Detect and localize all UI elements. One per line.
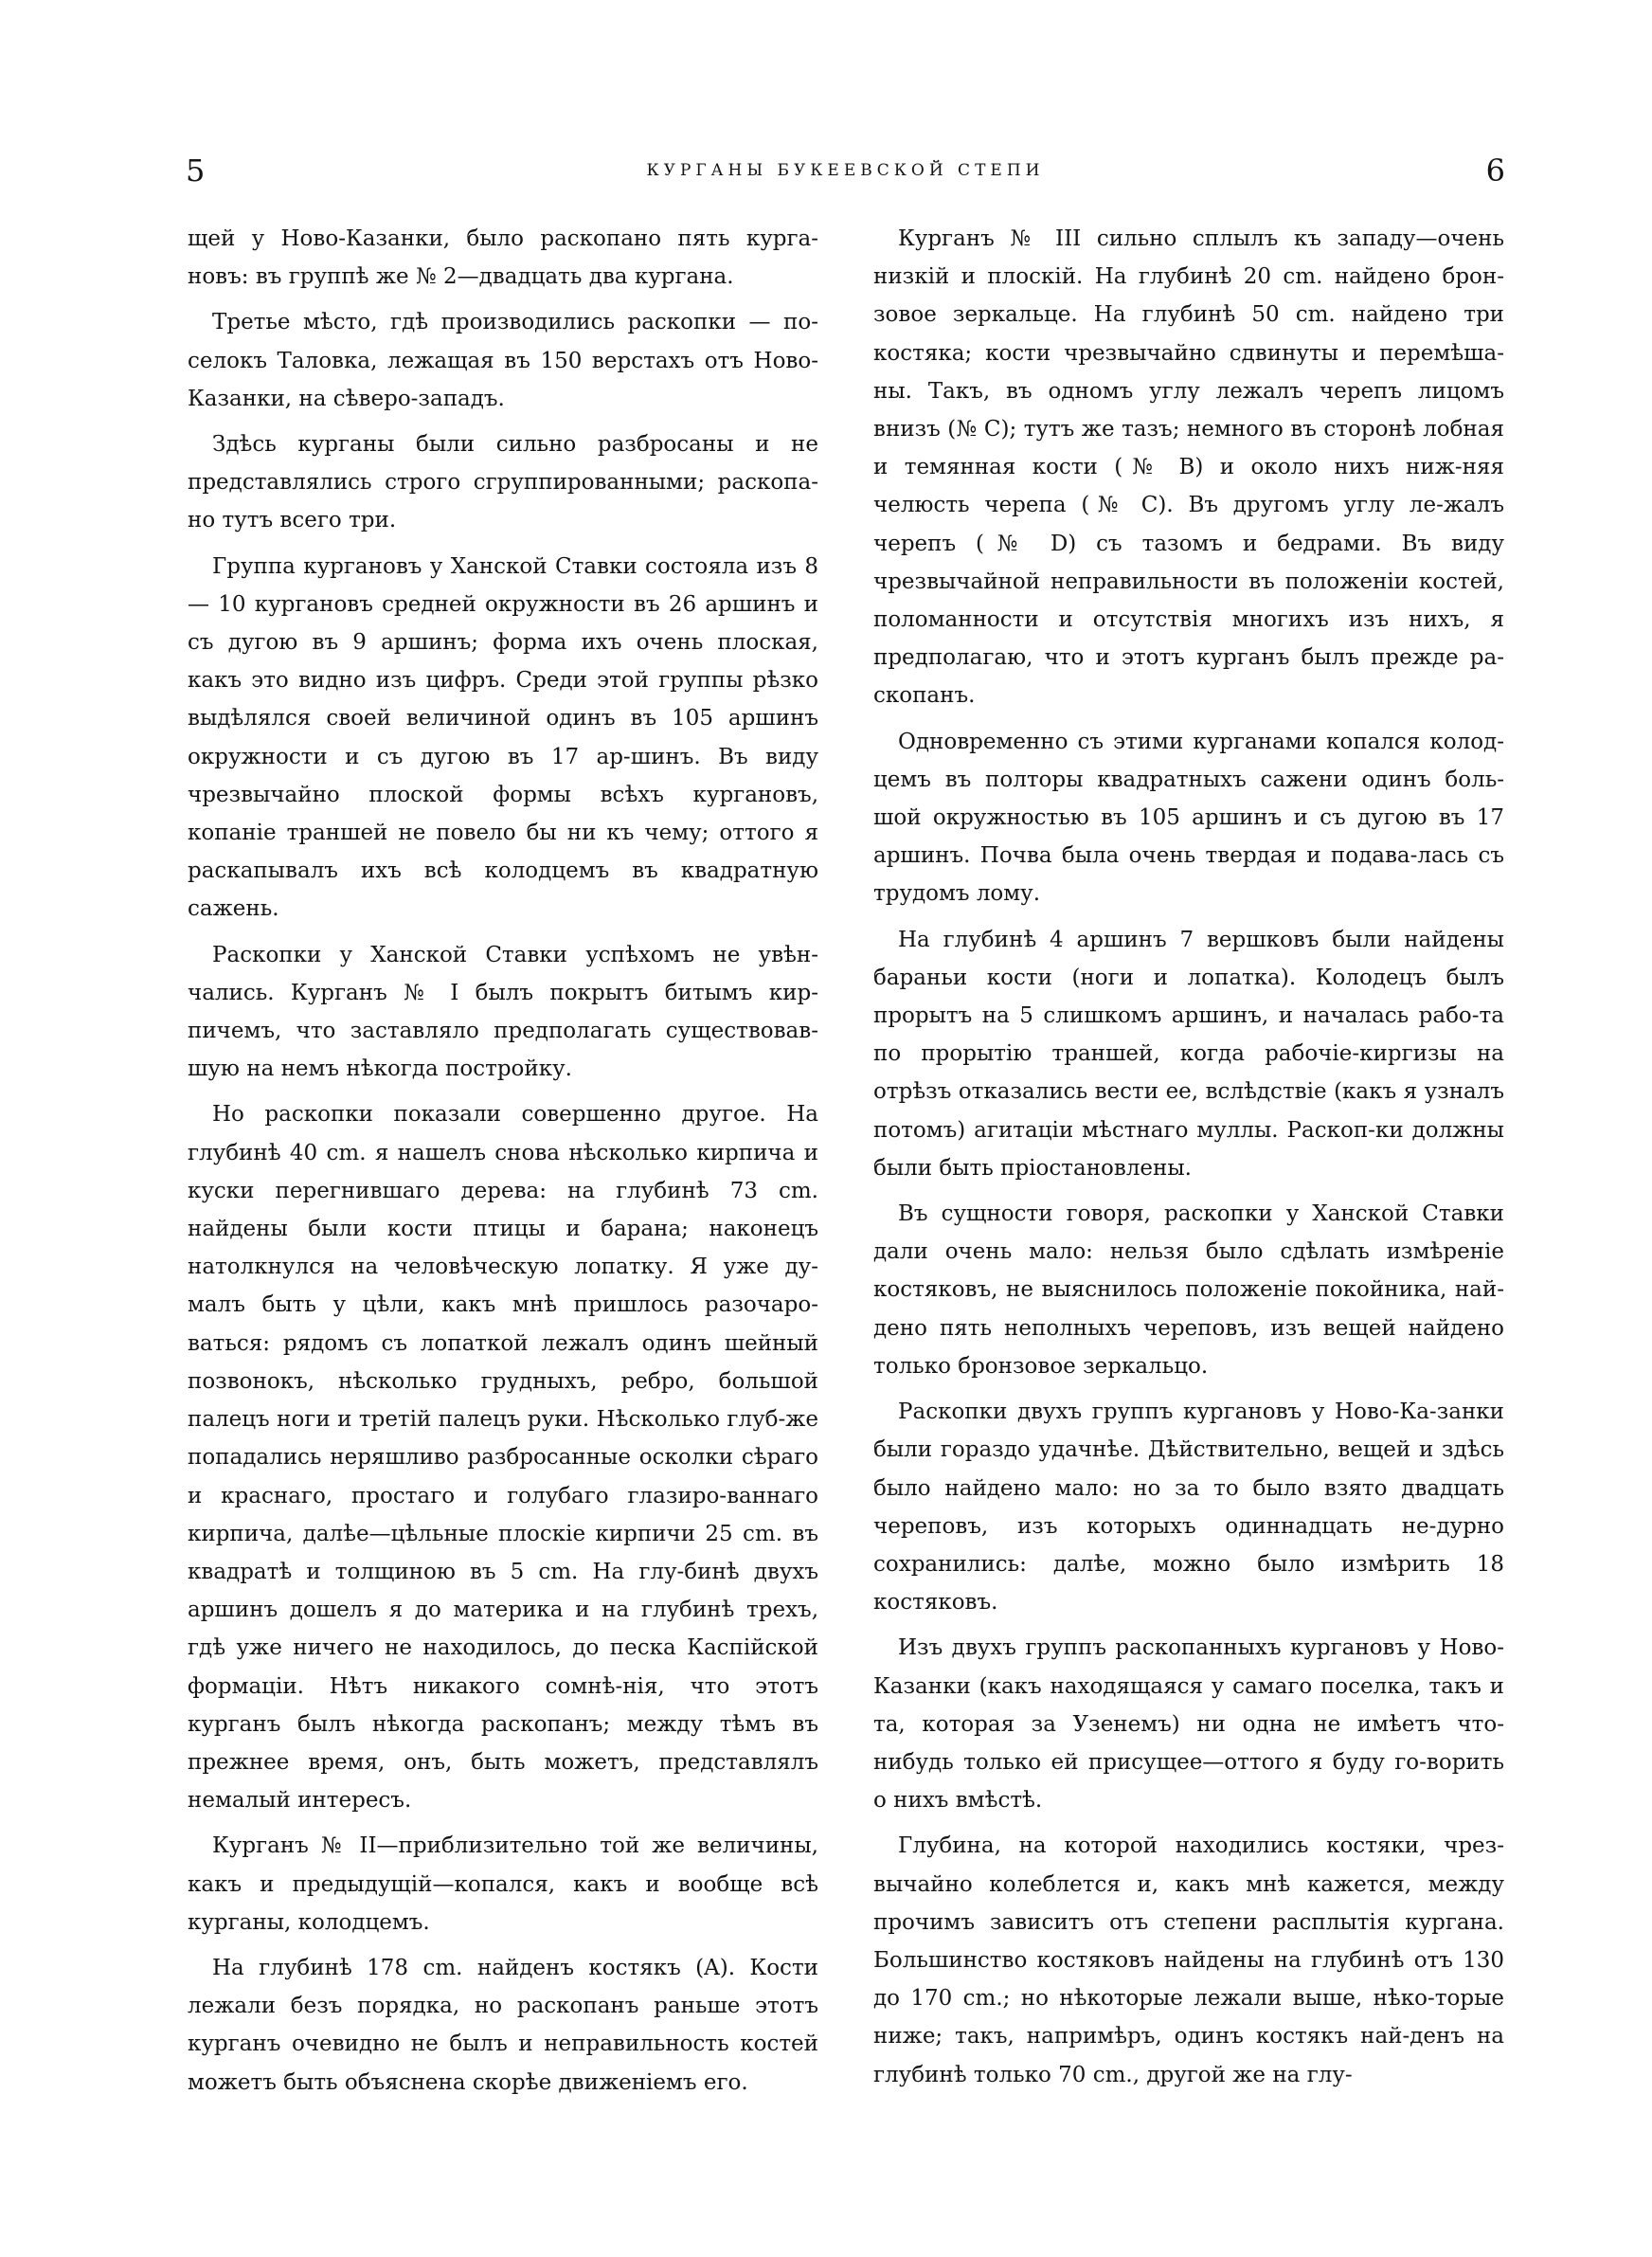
paragraph: Группа кургановъ у Ханской Ставки состояла изъ 8 — 10 кургановъ средней окружности въ 26 аршинъ и съ дугою въ 9 аршинъ; форма ихъ очень плоская, какъ это видно изъ цифръ. Среди этой группы рѣзко выдѣлялся своей величиной одинъ въ 105 аршинъ окружности и съ дугою въ 17 ар-шинъ. Въ виду чрезвычайно плоской формы всѣхъ кургановъ, копаніе траншей не повело бы ни къ чему; оттого я раскапывалъ ихъ всѣ колодцемъ въ квадратную сажень. [188,553,818,922]
paragraph: Курганъ № II—приблизительно той же величины, какъ и предыдущій—копался, какъ и вообще всѣ курганы, колодцемъ. [188,1833,818,1935]
paragraph: На глубинѣ 178 cm. найденъ костякъ (A). Кости лежали безъ порядка, но раскопанъ раньше этотъ курганъ очевидно не былъ и неправильность костей можетъ быть объяснена скорѣе движеніемъ его. [188,1955,818,2095]
left-column [188,220,818,2109]
page-number-left: 5 [186,153,206,189]
paragraph: Третье мѣсто, гдѣ производились раскопки — по-селокъ Таловка, лежащая въ 150 верстахъ отъ Ново-Казанки, на сѣверо-западъ. [188,310,818,411]
paragraph: Глубина, на которой находились костяки, чрез-вычайно колеблется и, какъ мнѣ кажется, между прочимъ зависитъ отъ степени расплытія кургана. Большинство костяковъ найдены на глубинѣ отъ 130 до 170 cm.; но нѣкоторые лежали выше, нѣко-торые ниже; такъ, напримѣръ, одинъ костякъ най-денъ на глубинѣ только 70 cm., другой же на глу- [873,1833,1504,2087]
page-number-right: 6 [1485,153,1505,189]
paragraph: Раскопки двухъ группъ кургановъ у Ново-Ка-занки были гораздо удачнѣе. Дѣйствительно, вещей и здѣсь было найдено мало: но за то было взято двадцать череповъ, изъ которыхъ одиннадцать не-дурно сохранились: далѣе, можно было измѣрить 18 костяковъ. [873,1399,1504,1616]
paragraph: На глубинѣ 4 аршинъ 7 вершковъ были найдены бараньи кости (ноги и лопатка). Колодецъ былъ прорытъ на 5 слишкомъ аршинъ, и началась рабо-та по прорытію траншей, когда рабочіе-киргизы на отрѣзъ отказались вести ее, вслѣдствіе (какъ я узналъ потомъ) агитаціи мѣстнаго муллы. Раскоп-ки должны были быть пріостановлены. [873,927,1504,1181]
paragraph: Курганъ № III сильно сплылъ къ западу—очень низкій и плоскій. На глубинѣ 20 cm. найдено брон-зовое зеркальце. На глубинѣ 50 cm. найдено три костяка; кости чрезвычайно сдвинуты и перемѣша-ны. Такъ, въ одномъ углу лежалъ черепъ лицомъ внизъ (№ C); тутъ же тазъ; немного въ сторонѣ лобная и темянная кости (№ B) и около нихъ ниж-няя челюсть черепа (№ C). Въ другомъ углу ле-жалъ черепъ (№ D) съ тазомъ и бедрами. Въ виду чрезвычайной неправильности въ положеніи костей, поломанности и отсутствія многихъ изъ нихъ, я предполагаю, что и этотъ курганъ былъ прежде ра-скопанъ. [873,226,1504,709]
paragraph: Изъ двухъ группъ раскопанныхъ кургановъ у Ново-Казанки (какъ находящаяся у самаго поселка, такъ и та, которая за Узенемъ) ни одна не имѣетъ что-нибудь только ей присущее—оттого я буду го-ворить о нихъ вмѣстѣ. [873,1635,1504,1814]
right-column [873,220,1504,2102]
paragraph: Въ сущности говоря, раскопки у Ханской Ставки дали очень мало: нельзя было сдѣлать измѣреніе костяковъ, не выяснилось положеніе покойника, най-дено пять неполныхъ череповъ, изъ вещей найдено только бронзовое зеркальцо. [873,1201,1504,1379]
running-title: КУРГАНЫ БУКЕЕВСКОЙ СТЕПИ [646,161,1045,180]
paragraph: Одновременно съ этими курганами копался колод-цемъ въ полторы квадратныхъ сажени одинъ боль-шой окружностью въ 105 аршинъ и съ дугою въ 17 аршинъ. Почва была очень твердая и подава-лась съ трудомъ лому. [873,729,1504,907]
paragraph: Раскопки у Ханской Ставки успѣхомъ не увѣн-чались. Курганъ № I былъ покрытъ битымъ кир-пичемъ, что заставляло предполагать существовав-шую на немъ нѣкогда постройку. [188,942,818,1082]
paragraph: Но раскопки показали совершенно другое. На глубинѣ 40 cm. я нашелъ снова нѣсколько кирпича и куски перегнившаго дерева: на глубинѣ 73 cm. найдены были кости птицы и барана; наконецъ натолкнулся на человѣческую лопатку. Я уже ду-малъ быть у цѣли, какъ мнѣ пришлось разочаро-ваться: рядомъ съ лопаткой лежалъ одинъ шейный позвонокъ, нѣсколько грудныхъ, ребро, большой палецъ ноги и третій палецъ руки. Нѣсколько глуб-же попадались неряшливо разбросанные осколки сѣраго и краснаго, простаго и голубаго глазиро-ваннаго кирпича, далѣе—цѣльные плоскіе кирпичи 25 cm. въ квадратѣ и толщиною въ 5 cm. На глу-бинѣ двухъ аршинъ дошелъ я до материка и на глубинѣ трехъ, гдѣ уже ничего не находилось, до песка Каспійской формаціи. Нѣтъ никакого сомнѣ-нія, что этотъ курганъ былъ нѣкогда раскопанъ; между тѣмъ въ прежнее время, онъ, быть можетъ, представлялъ немалый интересъ. [188,1102,818,1814]
paragraph: Здѣсь курганы были сильно разбросаны и не представлялись строго сгруппированными; раскопа-но тутъ всего три. [188,432,818,533]
paragraph: щей у Ново-Казанки, было раскопано пять курга-новъ: въ группѣ же № 2—двадцать два кургана. [188,226,818,290]
page-header [186,152,1505,190]
